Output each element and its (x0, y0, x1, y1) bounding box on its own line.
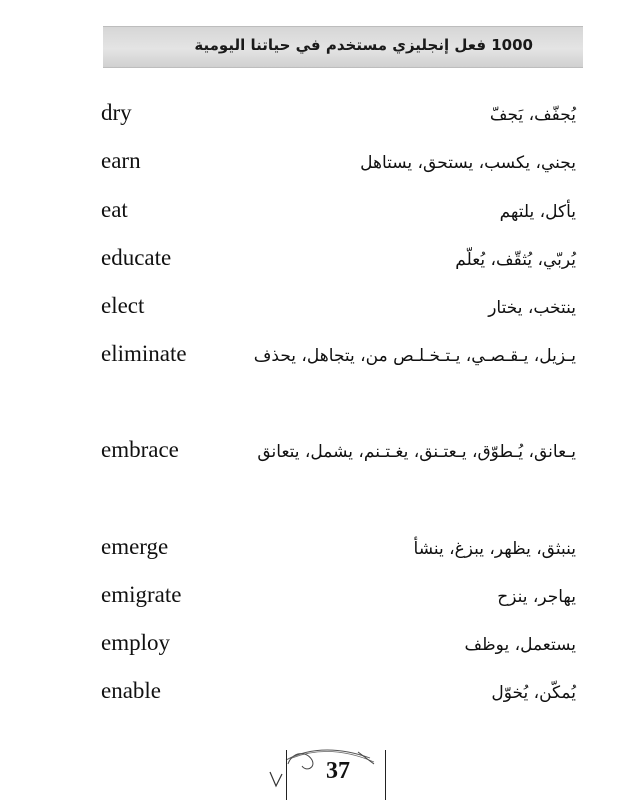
page-header-title: 1000 فعل إنجليزي مستخدم في حياتنا اليومية (194, 36, 533, 54)
arabic-translation: يـعانق، يُـطوّق، يـعتـنق، يغـتـنم، يشمل، يتعانق (257, 442, 576, 462)
arabic-translation: يأكل، يلتهم (499, 202, 576, 222)
english-verb: eliminate (101, 341, 187, 366)
arabic-translation: ينبثق، يظهر، يبزغ، ينشأ (413, 539, 576, 559)
english-verb: eat (101, 197, 128, 222)
english-verb: emerge (101, 534, 169, 559)
english-verb: educate (101, 245, 172, 270)
arabic-translation: ينتخب، يختار (488, 298, 576, 318)
arabic-translation: يُجفّف، يَجفّ (489, 105, 576, 125)
page-number: 37 (326, 758, 350, 784)
arabic-translation: يـزيل، يـقـصـي، يـتـخـلـص من، يتجاهل، يحذف (253, 346, 576, 366)
arabic-translation: يُربّي، يُثقّف، يُعلّم (455, 250, 576, 270)
english-verb: elect (101, 293, 145, 318)
english-verb: employ (101, 630, 170, 655)
page-footer (262, 742, 390, 800)
arabic-translation: يجني، يكسب، يستحق، يستاهل (360, 153, 576, 173)
english-verb: emigrate (101, 582, 182, 607)
arabic-translation: يهاجر، ينزح (497, 587, 576, 607)
english-verb: dry (101, 100, 132, 125)
english-verb: earn (101, 148, 141, 173)
english-verb: enable (101, 678, 162, 703)
arabic-translation: يستعمل، يوظف (464, 635, 576, 655)
english-verb: embrace (101, 437, 179, 462)
arabic-translation: يُمكّن، يُخوّل (491, 683, 576, 703)
